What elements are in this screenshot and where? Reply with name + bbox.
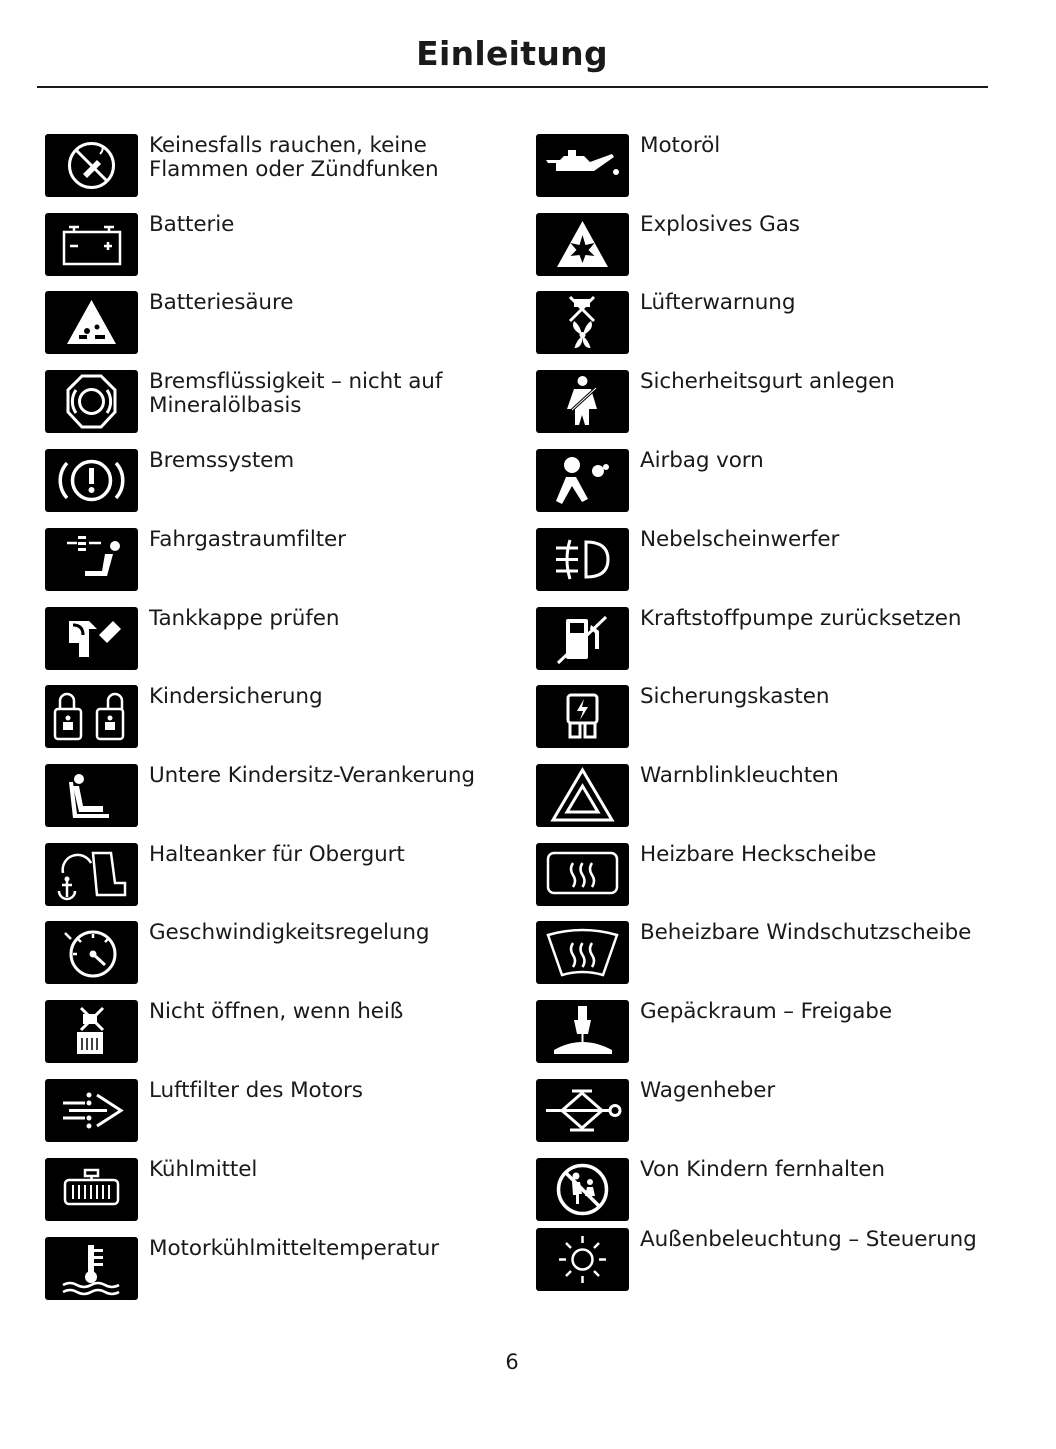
symbol-entry <box>536 685 829 748</box>
no-smoking-icon <box>45 134 138 197</box>
symbol-label: Fahrgastraumfilter <box>149 527 346 552</box>
cabin-filter-icon <box>45 528 138 591</box>
top-tether-icon <box>45 843 138 906</box>
symbol-entry <box>45 1000 403 1063</box>
fuel-cap-icon <box>45 607 138 670</box>
engine-oil-icon <box>536 134 629 197</box>
symbol-label: Geschwindigkeitsregelung <box>149 920 430 945</box>
symbol-entry <box>45 921 429 984</box>
symbol-label: Keinesfalls rauchen, keine Flammen oder Zündfunken <box>149 133 439 182</box>
exterior-lamp-icon <box>536 1228 629 1291</box>
battery-icon <box>45 213 138 276</box>
symbol-label: Untere Kindersitz-Verankerung <box>149 763 475 788</box>
symbol-label: Batterie <box>149 212 235 237</box>
symbol-label: Kraftstoffpumpe zurücksetzen <box>640 606 962 631</box>
symbol-label: Von Kindern fernhalten <box>640 1157 885 1182</box>
symbol-label: Gepäckraum – Freigabe <box>640 999 892 1024</box>
child-lock-icon <box>45 685 138 748</box>
keep-away-children-icon <box>536 1158 629 1221</box>
fuse-box-icon <box>536 685 629 748</box>
symbol-label: Lüfterwarnung <box>640 290 796 315</box>
symbol-label: Bremssystem <box>149 448 295 473</box>
symbol-entry <box>536 764 839 827</box>
symbol-entry <box>45 1237 439 1300</box>
symbol-label: Warnblinkleuchten <box>640 763 839 788</box>
symbol-entry <box>45 764 475 827</box>
symbol-entry <box>536 134 720 197</box>
symbol-entry <box>536 1158 885 1221</box>
speed-control-icon <box>45 921 138 984</box>
engine-air-filter-icon <box>45 1079 138 1142</box>
jack-icon <box>536 1079 629 1142</box>
symbol-label: Kindersicherung <box>149 684 323 709</box>
fuel-pump-reset-icon <box>536 607 629 670</box>
symbol-label: Wagenheber <box>640 1078 776 1103</box>
fan-warning-icon <box>536 291 629 354</box>
symbol-entry <box>45 685 323 748</box>
symbol-entry <box>45 607 339 670</box>
symbol-entry <box>536 528 839 591</box>
symbol-entry <box>536 607 961 670</box>
brake-system-icon <box>45 449 138 512</box>
symbol-label: Heizbare Heckscheibe <box>640 842 877 867</box>
symbol-entry <box>45 1079 363 1142</box>
windshield-defrost-icon <box>536 921 629 984</box>
symbol-label: Halteanker für Obergurt <box>149 842 405 867</box>
symbol-label: Nicht öffnen, wenn heiß <box>149 999 404 1024</box>
symbol-entry <box>45 291 293 354</box>
symbol-entry <box>536 1228 977 1291</box>
symbol-entry <box>45 213 234 276</box>
symbol-label: Beheizbare Windschutzscheibe <box>640 920 972 945</box>
symbol-label: Sicherheitsgurt anlegen <box>640 369 895 394</box>
header-rule <box>37 86 988 88</box>
symbol-label: Airbag vorn <box>640 448 764 473</box>
symbol-entry <box>536 1000 892 1063</box>
hazard-icon <box>536 764 629 827</box>
symbol-entry <box>536 213 800 276</box>
symbol-label: Außenbeleuchtung – Steuerung <box>640 1227 977 1252</box>
symbol-entry <box>45 1158 257 1221</box>
child-seat-anchor-icon <box>45 764 138 827</box>
symbol-entry <box>45 370 442 433</box>
symbol-label: Nebelscheinwerfer <box>640 527 840 552</box>
fog-lamp-icon <box>536 528 629 591</box>
symbol-entry <box>45 134 438 197</box>
symbol-label: Kühlmittel <box>149 1157 258 1182</box>
symbol-label: Sicherungskasten <box>640 684 830 709</box>
symbol-entry <box>45 843 405 906</box>
symbol-label: Tankkappe prüfen <box>149 606 340 631</box>
symbol-entry <box>45 528 346 591</box>
symbol-entry <box>45 449 294 512</box>
symbol-entry <box>536 291 795 354</box>
page-title: Einleitung <box>416 34 608 73</box>
coolant-temperature-icon <box>45 1237 138 1300</box>
airbag-icon <box>536 449 629 512</box>
symbol-entry <box>536 843 876 906</box>
do-not-open-hot-icon <box>45 1000 138 1063</box>
symbol-entry <box>536 370 895 433</box>
trunk-release-icon <box>536 1000 629 1063</box>
explosive-gas-icon <box>536 213 629 276</box>
symbol-label: Motorkühlmitteltemperatur <box>149 1236 440 1261</box>
symbol-label: Explosives Gas <box>640 212 800 237</box>
page-number: 6 <box>505 1350 519 1374</box>
symbol-label: Luftfilter des Motors <box>149 1078 363 1103</box>
symbol-label: Motoröl <box>640 133 721 158</box>
symbol-label: Bremsflüssigkeit – nicht auf Mineralölbasis <box>149 369 443 418</box>
symbol-entry <box>536 921 971 984</box>
coolant-icon <box>45 1158 138 1221</box>
battery-acid-icon <box>45 291 138 354</box>
symbol-entry <box>536 1079 775 1142</box>
rear-defrost-icon <box>536 843 629 906</box>
symbol-entry <box>536 449 764 512</box>
symbol-label: Batteriesäure <box>149 290 294 315</box>
brake-fluid-icon <box>45 370 138 433</box>
seatbelt-icon <box>536 370 629 433</box>
